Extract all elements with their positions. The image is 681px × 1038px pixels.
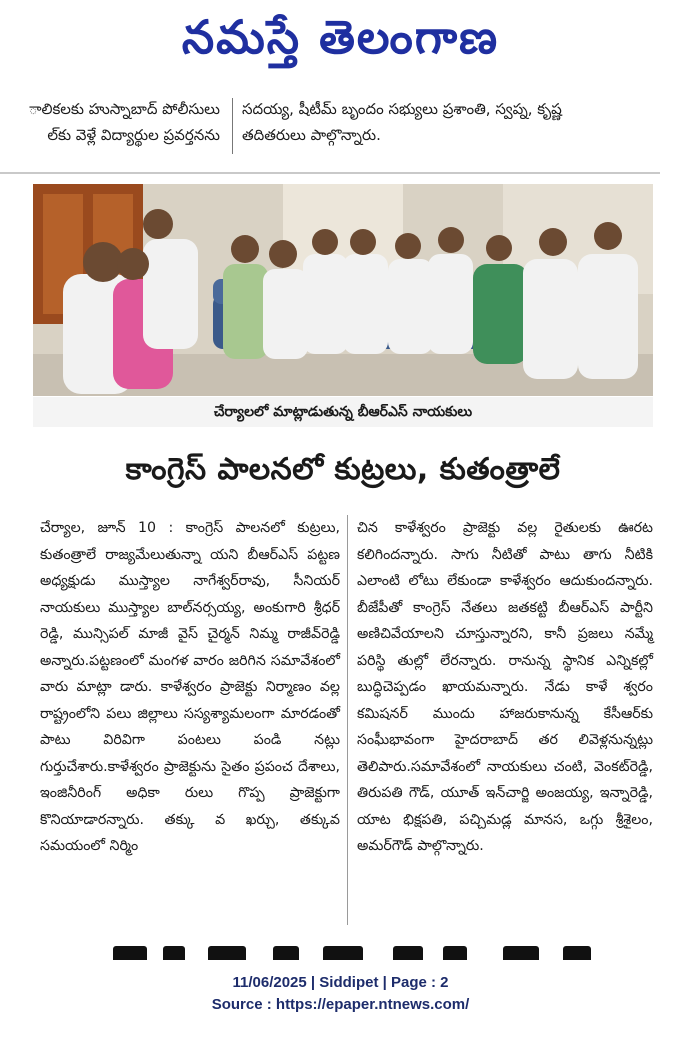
previous-article-snippet [0, 96, 220, 148]
next-article-cutoff [33, 934, 653, 960]
snippet-line: ాలికలకు హుస్నాబాద్ పోలీసులు [28, 100, 220, 118]
article-headline: కాంగ్రెస్ పాలనలో కుట్రలు, కుతంత్రాలే [125, 452, 561, 487]
column-divider [347, 515, 348, 925]
page-footer [0, 972, 681, 1016]
photo-caption-text: చేర్యాలలో మాట్లాడుతున్న బీఆర్‌ఎస్ నాయకులు [213, 404, 473, 420]
footer-date-edition: 11/06/2025 | Siddipet | Page : 2 [232, 974, 449, 991]
snippet-line: తదితరులు పాల్గొన్నారు. [242, 126, 381, 144]
snippet-line: ల్‌కు వెళ్లే విద్యార్థుల ప్రవర్తనను [47, 126, 220, 144]
article-column-right [357, 515, 653, 860]
news-photo [33, 184, 653, 396]
article-body-text: చిన కాళేశ్వరం ప్రాజెక్టు వల్ల రైతులకు ఊరట కలిగిందన్నారు. సాగు నీటితో పాటు తాగు నీటికి ఎలాంటి లోటు లేకుండా కాళేశ్వరం ఆదుకుందన్నారు. బీజేపీతో కాంగ్రెస్ నేతలు జతకట్టి బీఆర్‌ఎస్ పార్టీని అణిచివేయాలని చూస్తున్నారని, కానీ ప్రజలు నమ్మే పరిస్థి తుల్లో లేరన్నారు. రానున్న స్థానిక ఎన్నికల్లో బుద్ధిచెప్పడం ఖాయమన్నారు. నేడు కాళే శ్వరం కమిషనర్ ముందు హాజరుకానున్న కేసీఆర్‌కు సంఘీభావంగా హైదరాబాద్ తర లివెళ్లనున్నట్లు తెలిపారు.సమావేశంలో నాయకులు చంటి, వెంకట్‌రెడ్డి, తిరుపతి గౌడ్, యూత్ ఇన్‌చార్జి అంజయ్య, ఇన్నారెడ్డి, యాట భిక్షపతి, పచ్చిమడ్ల మానస, ఒగ్గు శ్రీశైలం, అమర్‌గౌడ్ పాల్గొన్నారు. [357, 520, 653, 854]
masthead [0, 0, 681, 74]
newspaper-title: నమస్తే తెలంగాణ [181, 10, 500, 64]
group-photo-illustration [33, 184, 653, 396]
footer-source: Source : https://epaper.ntnews.com/ [211, 996, 470, 1013]
article-body-text: చేర్యాల, జూన్ 10 : కాంగ్రెస్ పాలనలో కుట్రలు, కుతంత్రాలే రాజ్యమేలుతున్నా యని బీఆర్‌ఎస్ పట్టణ అధ్యక్షుడు ముస్త్యాల నాగేశ్వర్‌రావు, సీనియర్ నాయకులు ముస్త్యాల బాల్‌నర్సయ్య, అంకుగారి శ్రీధర్ రెడ్డి, మున్సిపల్ మాజీ వైస్ చైర్మన్ నిమ్మ రాజీవ్‌రెడ్డి అన్నారు.పట్టణంలో మంగళ వారం జరిగిన సమావేశంలో వారు మాట్లా డారు. కాళేశ్వరం ప్రాజెక్టు నిర్మాణం వల్ల రాష్ట్రంలోని పలు జిల్లాలు సస్యశ్యామలంగా మారడంతో పాటు విరివిగా పంటలు పండి నట్లు గుర్తుచేశారు.కాళేశ్వరం ప్రాజెక్టును సైతం ప్రపంచ దేశాలు, ఇంజినీరింగ్ అధికా రులు గొప్ప ప్రాజెక్టుగా కొనియాడారన్నారు. తక్కు వ ఖర్చు, తక్కువ సమయంలో నిర్మిం [40, 520, 340, 854]
section-rule [0, 172, 660, 174]
snippet-line: సదయ్య, షీటీమ్ బృందం సభ్యులు ప్రశాంతి, స్వప్న, కృష్ణ [242, 100, 562, 118]
adjacent-article-snippet [242, 96, 662, 148]
column-divider [232, 98, 233, 154]
photo-caption [33, 397, 653, 427]
article-column-left [40, 515, 340, 860]
